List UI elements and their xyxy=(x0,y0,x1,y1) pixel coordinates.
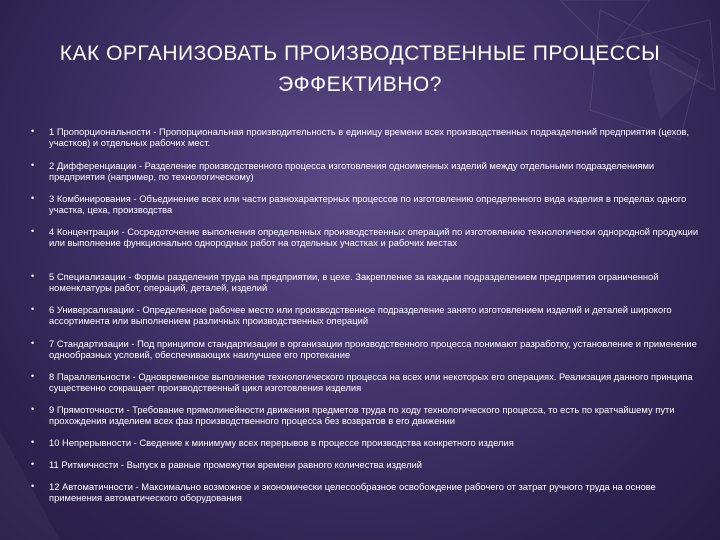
list-item-text: 6 Универсализации - Определенное рабочее место или производственное подразделение занято изготовлением изделий и деталей широкого ассортимента или выполнением различных производственных операций xyxy=(49,304,672,326)
bullet-icon: • xyxy=(31,271,35,281)
list-item-text: 1 Пропорциональности - Пропорциональная производительность в единицу времени всех производственных подразделений предприятия (цехов, участков) и отдельных рабочих мест. xyxy=(49,126,690,148)
bullet-icon: • xyxy=(31,160,35,170)
page-title xyxy=(40,38,680,100)
bullet-icon: • xyxy=(31,226,35,236)
list-item-text: 5 Специализации - Формы разделения труда на предприятии, в цехе. Закрепление за каждым подразделением предприятия ограниченной номенклатуры работ, операций, деталей, изделий xyxy=(49,271,659,293)
bullet-icon: • xyxy=(31,437,35,447)
bullet-icon: • xyxy=(31,459,35,469)
list-item-text: 11 Ритмичности - Выпуск в равные промежутки времени равного количества изделий xyxy=(49,459,423,470)
list-item-text: 2 Дифференциации - Разделение производственного процесса изготовления одноименных изделий между отдельными подразделениями предприятия (например, по технологическому) xyxy=(49,160,655,182)
list-item-text: 4 Концентрации - Сосредоточение выполнения определенных производственных операций по изготовлению технологически однородной продукции или выполнение функционально однородных работ на отдельных участках и рабочих местах xyxy=(49,226,699,248)
list-item-text: 10 Непрерывности - Сведение к минимуму всех перерывов в процессе производства конкретного изделия xyxy=(49,437,514,448)
bullet-icon: • xyxy=(31,481,35,491)
list-item-text: 12 Автоматичности - Максимально возможное и экономически целесообразное освобождение рабочего от затрат ручного труда на основе применения автоматического оборудования xyxy=(49,481,656,503)
bullet-icon: • xyxy=(31,126,35,136)
bullet-icon: • xyxy=(31,371,35,381)
title-line-2: ЭФФЕКТИВНО? xyxy=(278,73,442,96)
bullet-icon: • xyxy=(31,193,35,203)
list-item-text: 7 Стандартизации - Под принципом стандартизации в организации производственного процесса понимают разработку, установление и применение однообразных условий, обеспечивающих наилучшее его протекание xyxy=(49,338,697,360)
list-item-text: 9 Прямоточности - Требование прямолинейности движения предметов труда по ходу технологического процесса, то есть по кратчайшему пути прохождения изделием всех фаз производственного процесса без возвратов в его движении xyxy=(49,404,675,426)
bullet-icon: • xyxy=(31,338,35,348)
list-item-text: 3 Комбинирования - Объединение всех или части разнохарактерных процессов по изготовлению определенного вида изделия в пределах одного участка, цеха, производства xyxy=(49,193,687,215)
list-item-text: 8 Параллельности - Одновременное выполнение технологического процесса на всех или некоторых его операциях. Реализация данного принципа существенно сокращает производственный цикл изготовления изделия xyxy=(49,371,693,393)
bullet-icon: • xyxy=(31,304,35,314)
bullet-icon: • xyxy=(31,404,35,414)
title-line-1: КАК ОРГАНИЗОВАТЬ ПРОИЗВОДСТВЕННЫЕ ПРОЦЕССЫ xyxy=(59,42,661,65)
